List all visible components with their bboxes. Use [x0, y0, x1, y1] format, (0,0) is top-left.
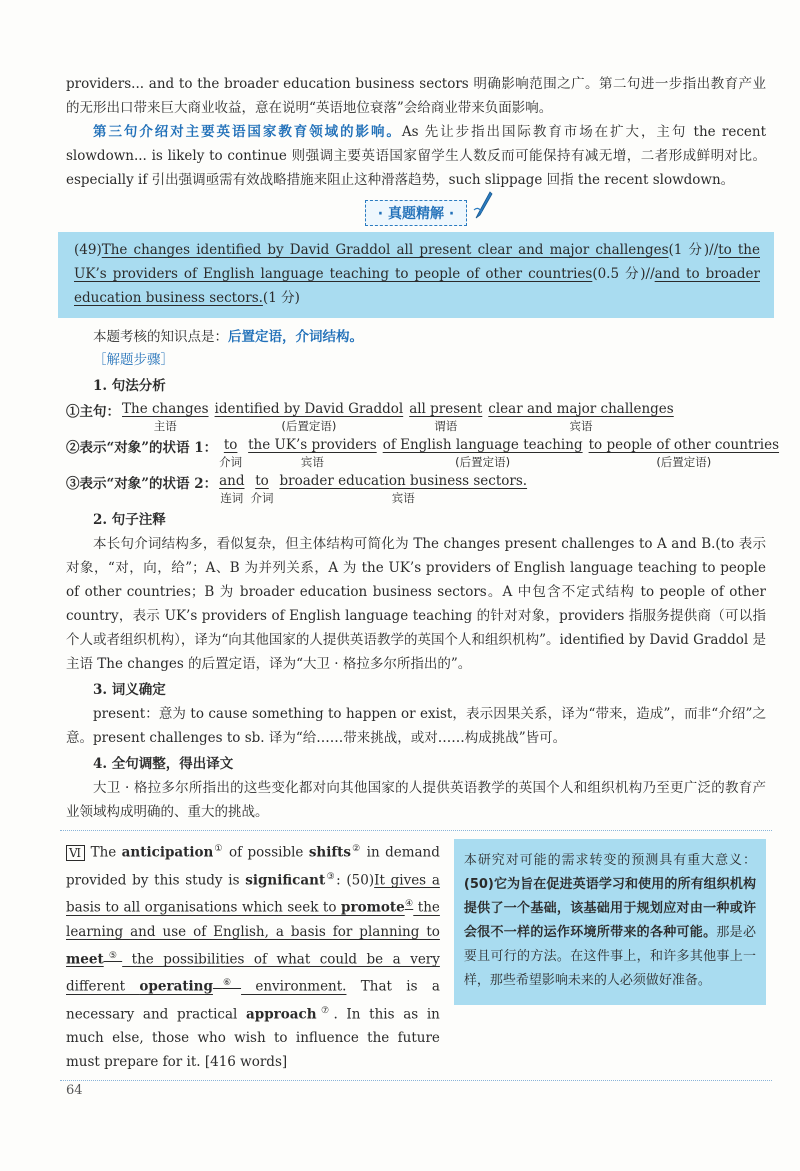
analysis-adv2-lead: ③表示“对象”的状语 2：: [66, 476, 218, 492]
passage-paragraph: Ⅵ The anticipation① of possible shifts② in demand provided by this study is significant③: (50)It gives a basis to all organisations which seek to promote④ the learning and use of English, a basis for planning to meet⑤ the possibilities of what could be a very different operating⑥ environment. That is a necessary and practical approach⑦. In this as in much else, those who wish to influence the future must prepare for it. [416 words]: [66, 844, 440, 1070]
question-segment-2: to the UK’s providers of English language teaching to people of other countries: [74, 242, 760, 282]
page-number: 64: [66, 1083, 83, 1098]
pen-icon: [472, 190, 494, 220]
analysis-adverbial-2: [66, 472, 766, 506]
question-segment-3: and to broader education business sectors.: [74, 266, 760, 306]
question-segment-1: The changes identified by David Graddol all present clear and major challenges: [101, 242, 669, 258]
analysis-cell: identified by David Graddol (后置定语): [214, 401, 404, 433]
vocab-word: approach: [246, 1006, 317, 1022]
dotted-divider-bottom: [60, 1080, 772, 1081]
analysis-cell: The changes 主语: [122, 401, 209, 433]
analysis-cell: clear and major challenges 宾语: [488, 401, 674, 433]
step3-text: present：意为 to cause something to happen or exist，表示因果关系，译为“带来，造成”，而非“介绍”之意。present challenges to sb. 译为“给……带来挑战，或对……构成挑战”皆可。: [66, 706, 766, 746]
analysis-cell: broader education business sectors. 宾语: [279, 473, 528, 505]
translation-intro: 本研究对可能的需求转变的预测具有重大意义：: [463, 853, 756, 868]
translation-key-sentence: (50)它为旨在促进英语学习和使用的所有组织机构提供了一个基础，该基础用于规划应对由一种或许会很不一样的运作环境所带来的各种可能。: [463, 877, 756, 940]
vocab-word: shifts: [308, 844, 351, 861]
steps-label: ［解题步骤］: [93, 352, 174, 368]
step2-text: 本长句介词结构多，看似复杂，但主体结构可简化为 The changes present challenges to A and B.(to 表示对象，“对，向，给”；A、B 为并列关系，A 为 the UK’s providers of English language teaching to people of other countries；B 为 broader education business sectors。A 中包含不定式结构 to people of other country，表示 UK’s providers of English language teaching 的针对对象，providers 指服务提供商（可以指个人或者组织机构），译为“向其他国家的人提供英语教学的英国个人和组织机构”。identified by David Graddol 是主语 The changes 的后置定语，译为“大卫 · 格拉多尔所指出的”。: [66, 536, 766, 672]
analysis-cell: to people of other countries (后置定语): [588, 437, 780, 469]
analysis-main-lead: ①主句：: [66, 404, 120, 420]
analysis-main-clause: [66, 400, 766, 434]
paragraph-number: Ⅵ: [66, 845, 85, 861]
question-score-1: (1 分)//: [668, 242, 719, 258]
vocab-word: operating: [139, 978, 213, 995]
analysis-cell: of English language teaching (后置定语): [382, 437, 583, 469]
question-score-2: (0.5 分)//: [592, 266, 655, 282]
analysis-cell: all present 谓语: [409, 401, 483, 433]
vocab-word: significant: [245, 872, 326, 888]
dotted-divider: [60, 830, 772, 831]
intro-paragraph-1: providers... and to the broader education business sectors 明确影响范围之广。第二句进一步指出教育产业的无形出口带来巨大商业收益，意在说明“英语地位衰落”会给商业带来负面影响。: [66, 76, 766, 116]
intro-heading: 第三句介绍对主要英语国家教育领域的影响。: [93, 124, 402, 140]
step4-title: 4. 全句调整，得出译文: [93, 756, 234, 772]
knowledge-prefix: 本题考核的知识点是：: [93, 329, 228, 345]
analysis-cell: to 介词: [219, 437, 243, 469]
analysis-cell: to 介词: [250, 473, 274, 505]
step2-title: 2. 句子注释: [93, 512, 166, 528]
step3-title: 3. 词义确定: [93, 682, 166, 698]
intro-body: As 先让步指出国际教育市场在扩大，主句 the recent slowdown... is likely to continue 则强调主要英语国家留学生人数反而可能保持有减无增，二者形成鲜明对比。especially if 引出强调亟需有效战略措施来阻止这种滑落趋势，such slippage 回指 the recent slowdown。: [66, 124, 766, 188]
knowledge-points: 后置定语，介词结构。: [228, 329, 363, 345]
analysis-cell: the UK’s providers 宾语: [248, 437, 377, 469]
analysis-adv1-lead: ②表示“对象”的状语 1：: [66, 440, 218, 456]
vocab-word: promote: [341, 899, 405, 916]
question-number: (49): [74, 242, 102, 258]
question-score-3: (1 分): [262, 290, 300, 306]
knowledge-line: [66, 326, 766, 349]
intro-paragraph-2: [66, 120, 766, 192]
analysis-cell: and 连词: [219, 473, 245, 505]
vocab-word: meet: [66, 951, 104, 967]
step1-title: 1. 句法分析: [93, 378, 166, 394]
step4-text: 大卫 · 格拉多尔所指出的这些变化都对向其他国家的人提供英语教学的英国个人和组织机构乃至更广泛的教育产业领域构成明确的、重大的挑战。: [66, 780, 766, 820]
page-content: [66, 72, 780, 1081]
section-banner: [336, 200, 496, 226]
translation-rest: 那是必要且可行的方法。在这件事上，和许多其他事上一样，那些希望影响未来的人必须做好准备。: [463, 925, 756, 988]
analysis-adverbial-1: [66, 436, 780, 470]
vocab-word: anticipation: [121, 844, 214, 861]
question-49: [58, 232, 774, 318]
banner-title: · 真题精解 ·: [365, 200, 467, 226]
passage-section: [66, 837, 766, 1074]
translation-box: [454, 839, 766, 1005]
